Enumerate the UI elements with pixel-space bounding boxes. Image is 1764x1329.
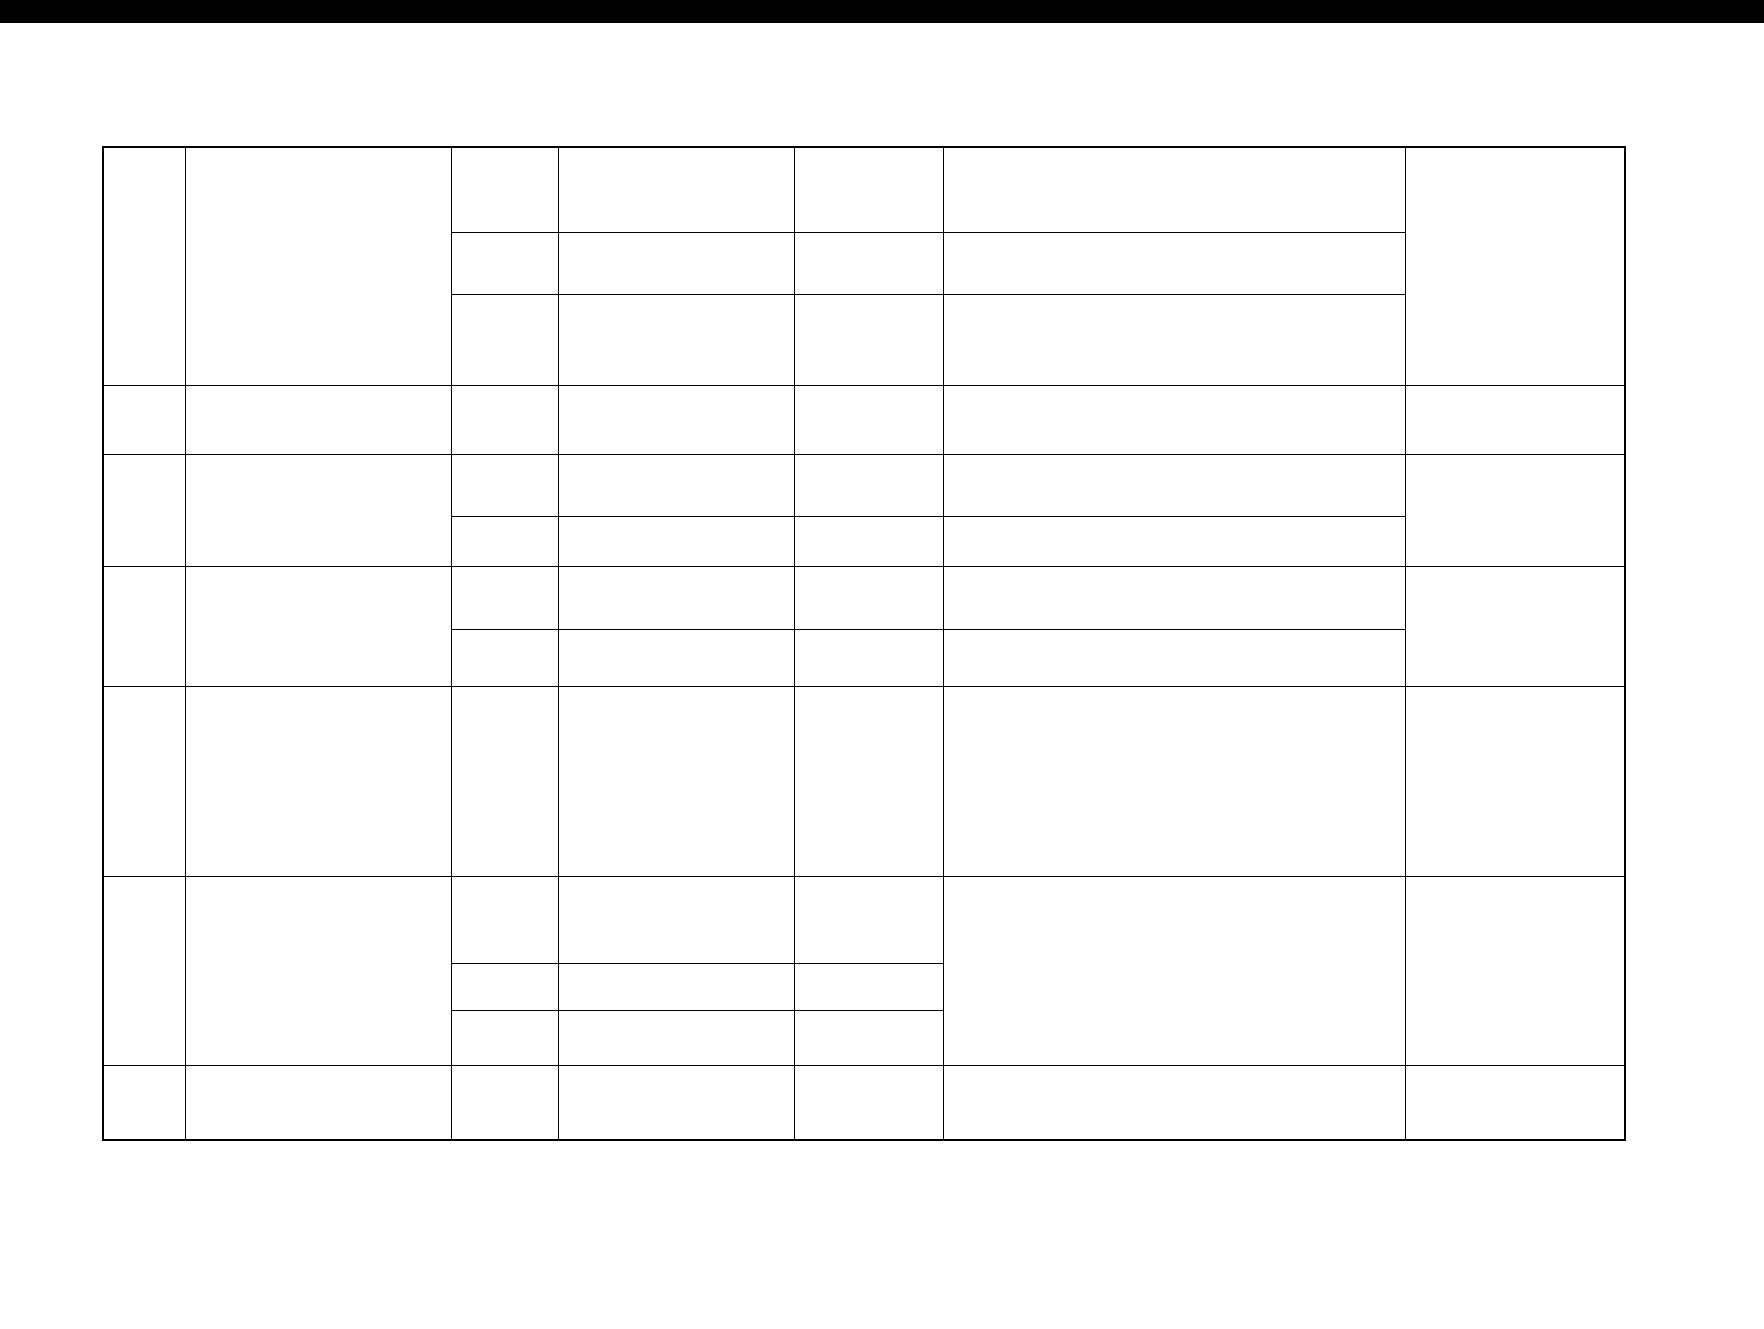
row-number — [103, 147, 185, 385]
headcount — [451, 232, 558, 294]
major-requirement — [943, 876, 1405, 1065]
headcount — [451, 385, 558, 454]
headcount — [451, 454, 558, 516]
major-requirement — [943, 232, 1405, 294]
major-requirement — [943, 385, 1405, 454]
major-requirement — [943, 686, 1405, 876]
department-name — [185, 1065, 451, 1140]
headcount — [451, 566, 558, 629]
row-number — [103, 566, 185, 686]
degree-requirement — [794, 232, 943, 294]
table-row — [103, 147, 1625, 232]
position-title — [558, 629, 794, 686]
row-number — [103, 876, 185, 1065]
department-name — [185, 454, 451, 566]
contact-info — [1405, 147, 1625, 385]
degree-requirement — [794, 963, 943, 1010]
headcount — [451, 1010, 558, 1065]
headcount — [451, 686, 558, 876]
table-row — [103, 876, 1625, 963]
degree-requirement — [794, 454, 943, 516]
position-title — [558, 516, 794, 566]
major-requirement — [943, 629, 1405, 686]
contact-info — [1405, 686, 1625, 876]
degree-requirement — [794, 566, 943, 629]
position-title — [558, 454, 794, 516]
position-title — [558, 963, 794, 1010]
degree-requirement — [794, 686, 943, 876]
degree-requirement — [794, 516, 943, 566]
headcount — [451, 629, 558, 686]
department-name — [185, 686, 451, 876]
table-row — [103, 686, 1625, 876]
department-name — [185, 385, 451, 454]
row-number — [103, 454, 185, 566]
recruitment-table — [102, 146, 1626, 1141]
degree-requirement — [794, 1010, 943, 1065]
top-border-bar — [0, 0, 1764, 23]
row-number — [103, 385, 185, 454]
degree-requirement — [794, 629, 943, 686]
degree-requirement — [794, 147, 943, 232]
contact-info — [1405, 876, 1625, 1065]
contact-info — [1405, 454, 1625, 566]
major-requirement — [943, 566, 1405, 629]
position-title — [558, 1065, 794, 1140]
table-body — [103, 147, 1625, 1140]
headcount — [451, 876, 558, 963]
row-number — [103, 686, 185, 876]
contact-info — [1405, 385, 1625, 454]
position-title — [558, 147, 794, 232]
major-requirement — [943, 454, 1405, 516]
position-title — [558, 686, 794, 876]
contact-info — [1405, 566, 1625, 686]
headcount — [451, 516, 558, 566]
major-requirement — [943, 294, 1405, 385]
position-title — [558, 385, 794, 454]
major-requirement — [943, 1065, 1405, 1140]
degree-requirement — [794, 1065, 943, 1140]
position-title — [558, 566, 794, 629]
degree-requirement — [794, 294, 943, 385]
table-row — [103, 566, 1625, 629]
headcount — [451, 1065, 558, 1140]
contact-info — [1405, 1065, 1625, 1140]
headcount — [451, 147, 558, 232]
department-name — [185, 566, 451, 686]
headcount — [451, 963, 558, 1010]
degree-requirement — [794, 385, 943, 454]
position-title — [558, 294, 794, 385]
position-title — [558, 1010, 794, 1065]
row-number — [103, 1065, 185, 1140]
department-name — [185, 876, 451, 1065]
position-title — [558, 232, 794, 294]
department-name — [185, 147, 451, 385]
major-requirement — [943, 147, 1405, 232]
table-row — [103, 1065, 1625, 1140]
position-title — [558, 876, 794, 963]
table-row — [103, 385, 1625, 454]
headcount — [451, 294, 558, 385]
degree-requirement — [794, 876, 943, 963]
major-requirement — [943, 516, 1405, 566]
table-row — [103, 454, 1625, 516]
